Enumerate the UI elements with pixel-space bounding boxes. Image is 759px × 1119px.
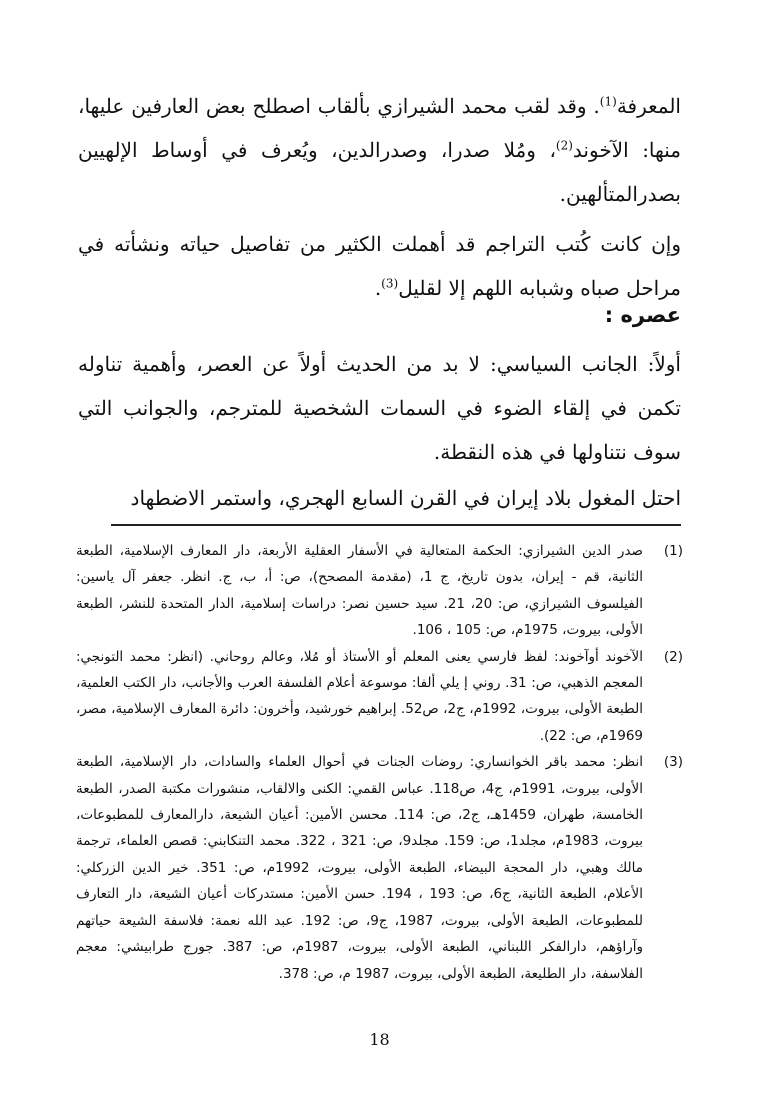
section-heading: عصره :	[604, 303, 681, 327]
footnote-ref-3[interactable]: (3)	[381, 276, 399, 291]
paragraph-biographies	[78, 222, 681, 310]
footnote-number: (1)	[663, 543, 683, 559]
paragraph-political-aspect: أولاً: الجانب السياسي: لا بد من الحديث أولاً عن العصر، وأهمية تناوله تكمن في إلقاء الضوء في السمات الشخصية للمترجم، والجوانب التي سوف نتناولها في هذه النقطة.	[78, 352, 681, 464]
paragraph-text: وإن كانت كُتب التراجم قد أهملت الكثير من تفاصيل حياته ونشأته في مراحل صباه وشبابه اللهم إلا لقليل	[78, 232, 681, 300]
paragraph-text: ، ومُلا صدرا، وصدرالدين، ويُعرف في أوساط الإلهيين بصدرالمتألهين.	[78, 138, 681, 206]
footnote-text: انظر: محمد باقر الخوانساري: روضات الجنات في أحوال العلماء والسادات، دار الإسلامية، الطبعة الأولى، بيروت، 1991م، ج4، ص118. عباس القمي: الكنى والالقاب، منشورات مكتبة الصدر، الطبعة الخامسة، طهران، 1459هـ، ج2، ص: 114. محسن الأمين: أعيان الشيعة، دارالمعارف للمطبوعات، بيروت، 1983م، مجلد1، ص: 159. مجلد9، ص: 321 ، 322. محمد التنكابني: قصص العلماء، ترجمة مالك وهبي، دار المحجة البيضاء، الطبعة الأولى، بيروت، 1992م، ص: 351. خير الدين الزركلي: الأعلام، الطبعة الثانية، ج6، ص: 193 ، 194. حسن الأمين: مستدركات أعيان الشيعة، دار التعارف للمطبوعات، الطبعة الأولى، بيروت، 1987، ج9، ص: 192. عبد الله نعمة: فلاسفة الشيعة حياتهم وآراؤهم، دارالفكر اللبناني، الطبعة الأولى، بيروت، 1987م، ص: 387. جورج طرابيشي: معجم الفلاسفة، دار الطليعة، الطبعة الأولى، بيروت، 1987 م، ص: 378.	[76, 754, 644, 982]
paragraph-text: المعرفة	[616, 94, 681, 118]
footnote-item	[76, 749, 683, 987]
footnote-ref-1[interactable]: (1)	[599, 94, 617, 109]
paragraph-mongols: احتل المغول بلاد إيران في القرن السابع الهجري، واستمر الاضطهاد	[130, 486, 681, 510]
footnotes-list	[76, 538, 683, 987]
footnote-item	[76, 538, 683, 644]
footnote-item	[76, 644, 683, 750]
footnote-text: صدر الدين الشيرازي: الحكمة المتعالية في الأسفار العقلية الأربعة، دار المعارف الإسلامية، الطبعة الثانية، قم - إيران، بدون تاريخ، ج 1، (مقدمة المصحح)، ص: أ، ب، ج. انظر. جعفر آل ياسين: الفيلسوف الشيرازي، ص: 20، 21. سيد حسين نصر: دراسات إسلامية، الدار المتحدة للنشر، الطبعة الأولى، بيروت، 1975م، ص: 105 ، 106.	[76, 543, 644, 639]
footnote-text: الآخوند أوآخوند: لفظ فارسي يعنى المعلم أو الأستاذ أو مُلا، وعالم روحاني. (انظر: محمد التونجي: المعجم الذهبي، ص: 31. روني إ يلي ألفا: موسوعة أعلام الفلسفة العرب والأجانب، دار الكتب العلمية، الطبعة الأولى، بيروت، 1992م، ج2، ص52. إبراهيم خورشيد، وأخرون: دائرة المعارف الإسلامية، مصر، 1969م، ص: 22).	[76, 648, 643, 744]
footnote-number: (2)	[663, 648, 683, 665]
paragraph-text: .	[374, 276, 382, 300]
page-number: 18	[369, 1030, 390, 1049]
footnote-divider	[111, 524, 681, 526]
footnote-ref-2[interactable]: (2)	[555, 138, 573, 153]
footnote-number: (3)	[663, 754, 683, 771]
paragraph-text: . وقد لقب محمد الشيرازي بألقاب اصطلح بعض العارفين عليها، منها: الآخوند	[78, 94, 681, 162]
paragraph-titles	[78, 84, 681, 216]
